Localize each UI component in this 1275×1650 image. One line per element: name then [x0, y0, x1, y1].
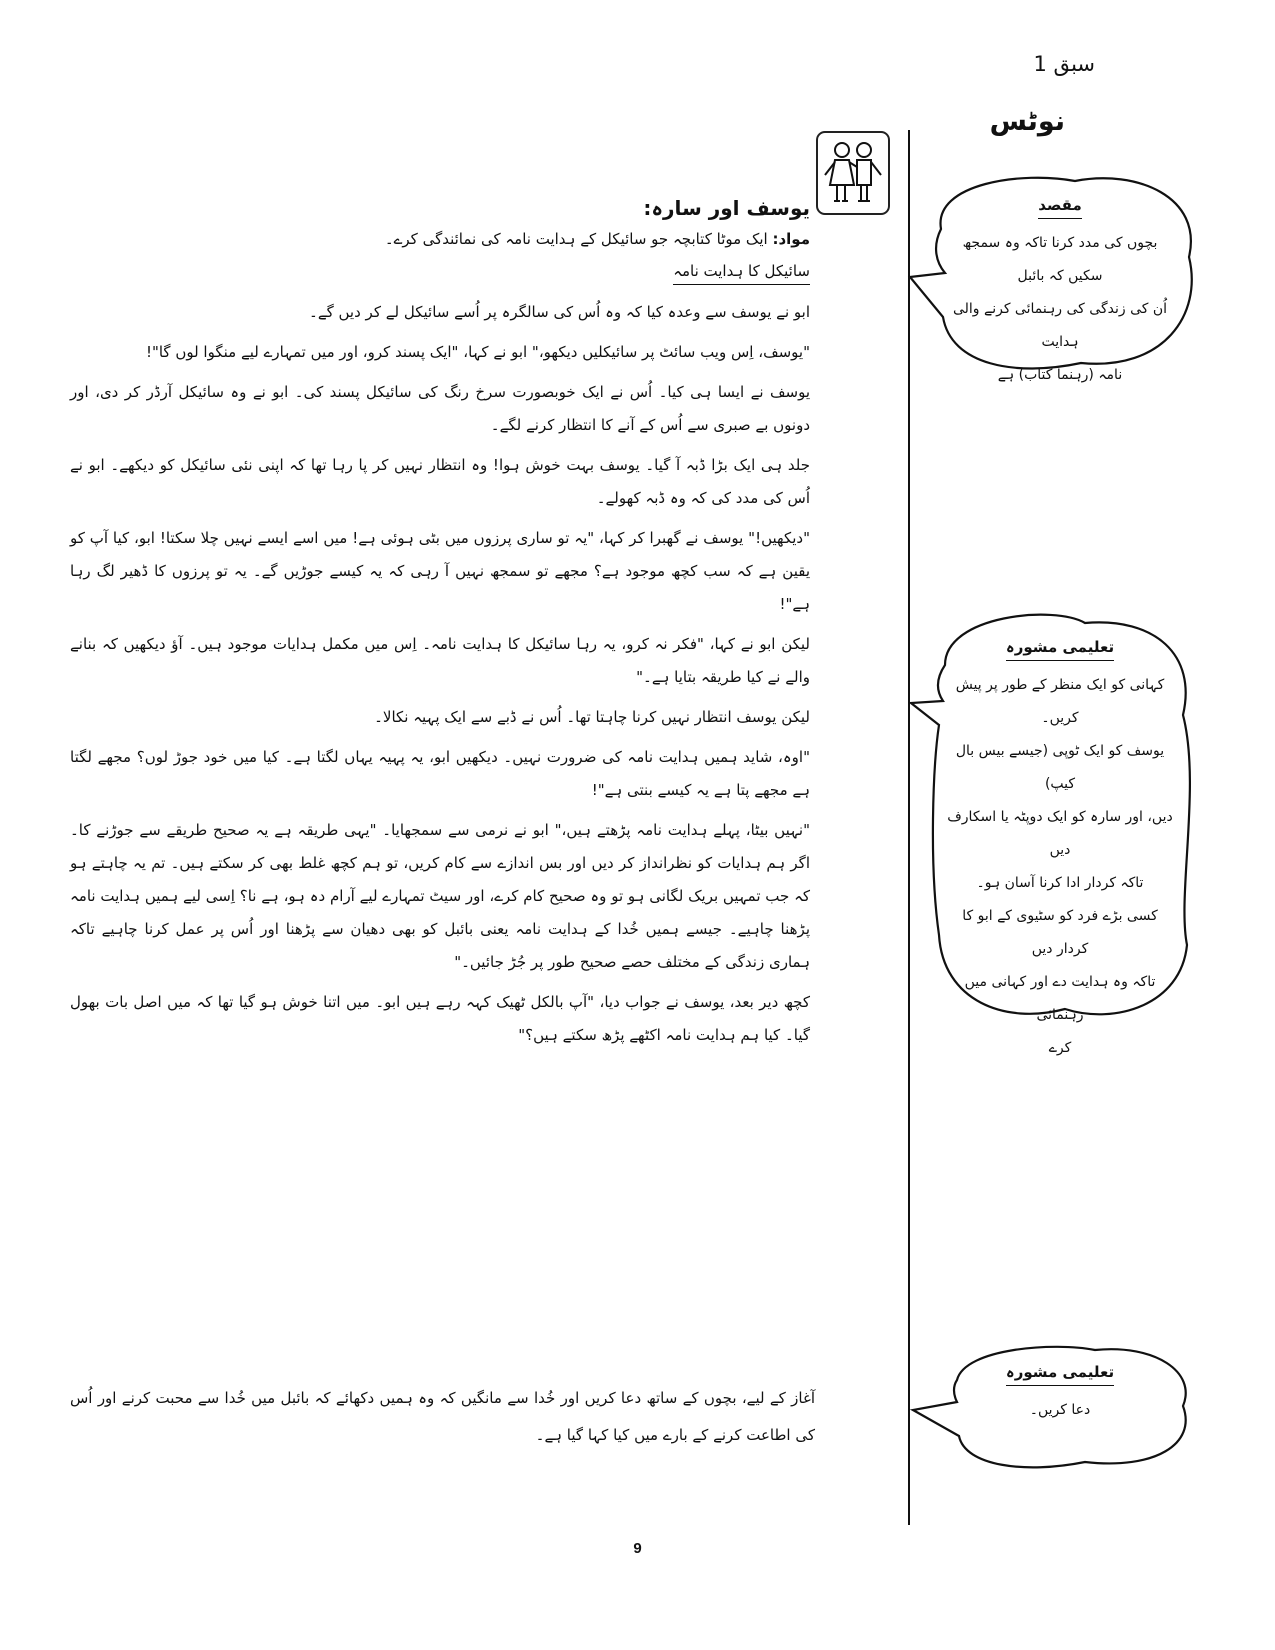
- objective-title: مقصد: [1038, 196, 1082, 219]
- story-paragraph: ابو نے یوسف سے وعدہ کیا کہ وہ اُس کی سالگرہ پر اُسے سائیکل لے کر دیں گے۔: [309, 303, 810, 321]
- story-paragraph: لیکن ابو نے کہا، "فکر نہ کرو، یہ رہا سائیکل کا ہدایت نامہ۔ اِس میں مکمل ہدایات موجود ہیں۔ آؤ دیکھیں کہ بنانے والے نے کیا طریقہ بتایا ہے۔": [70, 635, 810, 686]
- materials-text: ایک موٹا کتابچہ جو سائیکل کے ہدایت نامہ کی نمائندگی کرے۔: [384, 230, 768, 248]
- story-paragraph: جلد ہی ایک بڑا ڈبہ آ گیا۔ یوسف بہت خوش ہوا! وہ انتظار نہیں کر پا رہا تھا کہ اپنی نئی سائیکل کو دیکھے۔ ابو نے اُس کی مدد کی کہ وہ ڈبہ کھولے۔: [70, 456, 810, 507]
- lesson-label: سبق 1: [1033, 52, 1095, 76]
- teaching-tip-line: کسی بڑے فرد کو سٹیوی کے ابو کا کردار دیں: [962, 908, 1158, 957]
- prayer-tip-title: تعلیمی مشورہ: [1006, 1363, 1114, 1386]
- teaching-tip-line: کرے: [1048, 1040, 1072, 1056]
- teaching-tip-line: کہانی کو ایک منظر کے طور پر پیش کریں۔: [955, 677, 1165, 726]
- story-paragraph: "نہیں بیٹا، پہلے ہدایت نامہ پڑھتے ہیں،" ابو نے نرمی سے سمجھایا۔ "یہی طریقہ ہے یہ صحیح طریقے سے جوڑنے کا۔ اگر ہم ہدایات کو نظرانداز کر دیں اور بس اندازے سے کام کریں، تو ہم کچھ غلط بھی کر سکتے ہیں۔ تم یہ چاہتے ہو کہ جب تمہیں بریک لگانی ہو تو وہ صحیح کام کرے، اور سیٹ تمہارے لیے آرام دہ ہو، ہے نا؟ اِسی لیے ہمیں ہدایت نامہ پڑھنا چاہیے۔ جیسے ہمیں خُدا کے ہدایت نامہ یعنی بائبل کو بھی دھیان سے پڑھنا اور اُس پر عمل کرنا چاہیے تاکہ ہماری زندگی کے مختلف حصے صحیح طور پر جُڑ جائیں۔": [70, 821, 810, 971]
- teaching-tip-line: تاکہ وہ ہدایت دے اور کہانی میں رہنمائی: [964, 974, 1156, 1023]
- story-paragraph: کچھ دیر بعد، یوسف نے جواب دیا، "آپ بالکل ٹھیک کہہ رہے ہیں ابو۔ میں اتنا خوش ہو گیا تھا کہ میں اصل بات بھول گیا۔ کیا ہم ہدایت نامہ اکٹھے پڑھ سکتے ہیں؟": [70, 993, 810, 1044]
- story-title: یوسف اور سارہ:: [643, 196, 810, 220]
- manual-heading-text: سائیکل کا ہدایت نامہ: [673, 262, 810, 285]
- objective-line: بچوں کی مدد کرنا تاکہ وہ سمجھ سکیں کہ بائبل: [962, 235, 1158, 284]
- teaching-tip-line: یوسف کو ایک ٹوپی (جیسے بیس بال کیپ): [955, 743, 1165, 792]
- story-section: [70, 196, 810, 1059]
- teaching-tip-content: [945, 637, 1175, 1065]
- story-paragraph: "یوسف، اِس ویب سائٹ پر سائیکلیں دیکھو،" ابو نے کہا، "ایک پسند کرو، اور میں تمہارے لیے منگوا لوں گا"!: [145, 343, 810, 361]
- story-paragraph: "اوہ، شاید ہمیں ہدایت نامہ کی ضرورت نہیں۔ دیکھیں ابو، یہ پہیہ یہاں لگتا ہے۔ کیا میں خود جوڑ لوں؟ مجھے لگتا ہے مجھے پتا ہے یہ کیسے بنتی ہے"!: [70, 748, 810, 799]
- teaching-tip-title: تعلیمی مشورہ: [1006, 638, 1114, 661]
- prayer-tip-line: دعا کریں۔: [1029, 1402, 1091, 1418]
- teaching-tip-bubble: [905, 605, 1205, 1056]
- objective-line: نامہ (رہنما کتاب) ہے: [997, 367, 1123, 383]
- objective-bubble: [905, 165, 1205, 383]
- materials-line: [70, 230, 810, 248]
- notes-title: نوٹس: [989, 106, 1065, 137]
- manual-heading: [70, 262, 810, 280]
- page-number: 9: [633, 1540, 642, 1557]
- prayer-tip-bubble: [905, 1340, 1205, 1475]
- teaching-tip-line: دیں، اور سارہ کو ایک دوپٹہ یا اسکارف دیں: [947, 809, 1173, 858]
- two-children-icon: [816, 131, 890, 215]
- objective-content: [950, 195, 1170, 392]
- teaching-tip-line: تاکہ کردار ادا کرنا آسان ہو۔: [976, 875, 1144, 891]
- story-paragraph: "دیکھیں!" یوسف نے گھبرا کر کہا، "یہ تو ساری پرزوں میں بٹی ہوئی ہے! میں اسے ایسے نہیں چلا سکتا! ابو، کیا آپ کو یقین ہے کہ سب کچھ موجود ہے؟ مجھے تو سمجھ نہیں آ رہی کہ یہ کیسے جوڑیں گے۔ یہ تو پرزوں کا ڈھیر لگ رہا ہے"!: [70, 529, 810, 613]
- materials-label: مواد:: [772, 230, 810, 248]
- prayer-instruction: آغاز کے لیے، بچوں کے ساتھ دعا کریں اور خُدا سے مانگیں کہ وہ ہمیں دکھائے کہ بائبل میں خُدا سے محبت کرنے اور اُس کی اطاعت کرنے کے بارے میں کیا کہا گیا ہے۔: [70, 1389, 815, 1444]
- story-paragraph: لیکن یوسف انتظار نہیں کرنا چاہتا تھا۔ اُس نے ڈبے سے ایک پہیہ نکالا۔: [374, 708, 810, 726]
- two-children-icon-graphic: [818, 133, 888, 213]
- story-paragraph: یوسف نے ایسا ہی کیا۔ اُس نے ایک خوبصورت سرخ رنگ کی سائیکل پسند کی۔ ابو نے وہ سائیکل آرڈر کر دی، اور دونوں بے صبری سے اُس کے آنے کا انتظار کرنے لگے۔: [70, 383, 810, 434]
- prayer-tip-content: [960, 1362, 1160, 1427]
- objective-line: اُن کی زندگی کی رہنمائی کرنے والی ہدایت: [952, 301, 1168, 350]
